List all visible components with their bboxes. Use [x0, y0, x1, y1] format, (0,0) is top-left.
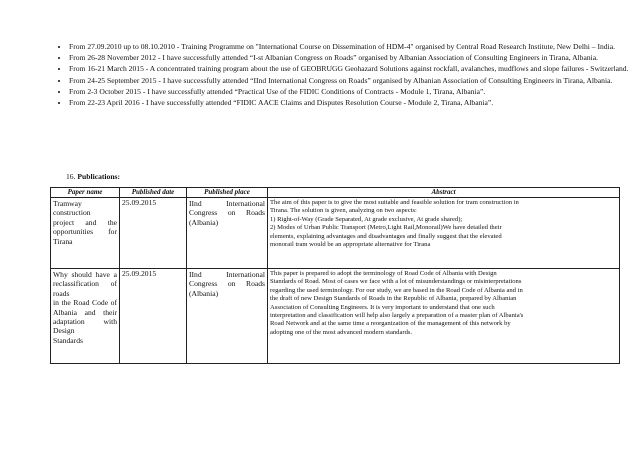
- place-line: Congress on Roads: [189, 208, 265, 218]
- abstract-line: elements, explaining advantages and disadvantages and finally suggest that the elevated: [270, 232, 502, 240]
- abstract-line: This paper is prepared to adopt the terminology of Road Code of Albania with Design: [270, 270, 497, 277]
- paper-name-cell: [51, 198, 120, 269]
- header-abstract: Abstract: [268, 188, 620, 198]
- abstract-line: Road Network and at the same time a reorganization of the management of this network by: [270, 320, 511, 328]
- paper-name-line: in the Road Code of: [53, 298, 117, 308]
- published-place-cell: [187, 269, 268, 364]
- paper-name-line: opportunities for Tirana: [53, 227, 117, 246]
- table-row: [51, 269, 620, 364]
- abstract-cell: [268, 198, 620, 269]
- paper-name-line: Tramway construction: [53, 199, 91, 218]
- training-item: • From 22-23 April 2016 - I have successfully attended “FIDIC AACE Claims and Disputes Resolution Course - Module 2, Tirana, Albania”.: [69, 98, 637, 108]
- abstract-line: adopting one of the most advanced modern standards.: [270, 328, 413, 336]
- abstract-line: interpretation and classification will help also largely a preparation of a master plan of Albania's: [270, 312, 524, 320]
- section-number: 16.: [66, 172, 76, 181]
- abstract-line: 1) Right-of-Way (Grade Separated, At grade exclusive, At grade shared);: [270, 215, 463, 223]
- publications-table: [50, 187, 620, 364]
- training-item: • From 27.09.2010 up to 08.10.2010 - Training Programme on "International Course on Dissemination of HDM-4" organised by Central Road Research Institute, New Delhi – India.: [69, 42, 637, 52]
- header-published-place: Published place: [187, 188, 268, 198]
- section-title: Publications:: [77, 172, 121, 181]
- abstract-line: regarding the used terminology. For our study, we are based in the Road Code of Albania and in: [270, 286, 523, 294]
- published-date-cell: 25.09.2015: [120, 269, 187, 364]
- training-list: [50, 42, 637, 109]
- abstract-line: Association of Consulting Engineers. It is very important to understand that one such: [270, 303, 495, 311]
- section-heading: [66, 172, 120, 182]
- table-row: [51, 198, 620, 269]
- paper-name-line: Standards: [53, 335, 83, 345]
- table-header-row: [51, 188, 620, 198]
- abstract-line: Standards of Road. Most of cases we face with a lot of misunderstandings or misinterpretations: [270, 278, 522, 286]
- place-line: (Albania): [189, 288, 219, 298]
- place-line: IInd International: [189, 199, 265, 208]
- abstract-line: 2) Modes of Urban Public Transport (Metro,Light Rail,Monorail)We have detailed their: [270, 224, 502, 232]
- training-item: • From 2-3 October 2015 - I have successfully attended “Practical Use of the FIDIC Conditions of Contracts - Module 1, Tirana, Albania”.: [69, 87, 637, 97]
- training-item: • From 26-28 November 2012 - I have successfully attended “I-st Albanian Congress on Roads” organised by Albanian Association of Consulting Engineers in Tirana, Albania.: [69, 53, 637, 63]
- abstract-cell: [268, 269, 620, 364]
- abstract-line: the draft of new Design Standards of Roads in the Republic of Albania, prepared by Albanian: [270, 295, 517, 303]
- abstract-line: Tirana. The solution is given, analyzing on two aspects:: [270, 207, 417, 215]
- paper-name-line: reclassification of roads: [53, 279, 117, 298]
- paper-name-line: adaptation with Design: [53, 317, 117, 336]
- training-item: • From 24-25 September 2015 - I have successfully attended “IInd International Congress on Roads” organised by Albanian Association of Consulting Engineers in Tirana, Albania.: [69, 76, 637, 86]
- published-place-cell: [187, 198, 268, 269]
- training-item: • From 16-21 March 2015 - A concentrated training program about the use of GEOBRUGG Geohazard Solutions against rockfall, avalanches, mudflows and slope failures - Switzerland.: [69, 64, 637, 74]
- header-paper-name: Paper name: [51, 188, 120, 198]
- place-line: (Albania): [189, 217, 219, 227]
- place-line: IInd International: [189, 270, 265, 279]
- paper-name-line: Albania and their: [53, 307, 117, 317]
- place-line: Congress on Roads: [189, 279, 265, 289]
- abstract-line: The aim of this paper is to give the most suitable and feasible solution for tram construction in: [270, 199, 519, 206]
- header-published-date: Published date: [120, 188, 187, 198]
- paper-name-line: project and the: [53, 217, 117, 227]
- published-date-cell: 25.09.2015: [120, 198, 187, 269]
- abstract-line: monorail tram would be an appropriate alternative for Tirana: [270, 241, 431, 249]
- paper-name-cell: [51, 269, 120, 364]
- paper-name-line: Why should have a: [53, 270, 117, 279]
